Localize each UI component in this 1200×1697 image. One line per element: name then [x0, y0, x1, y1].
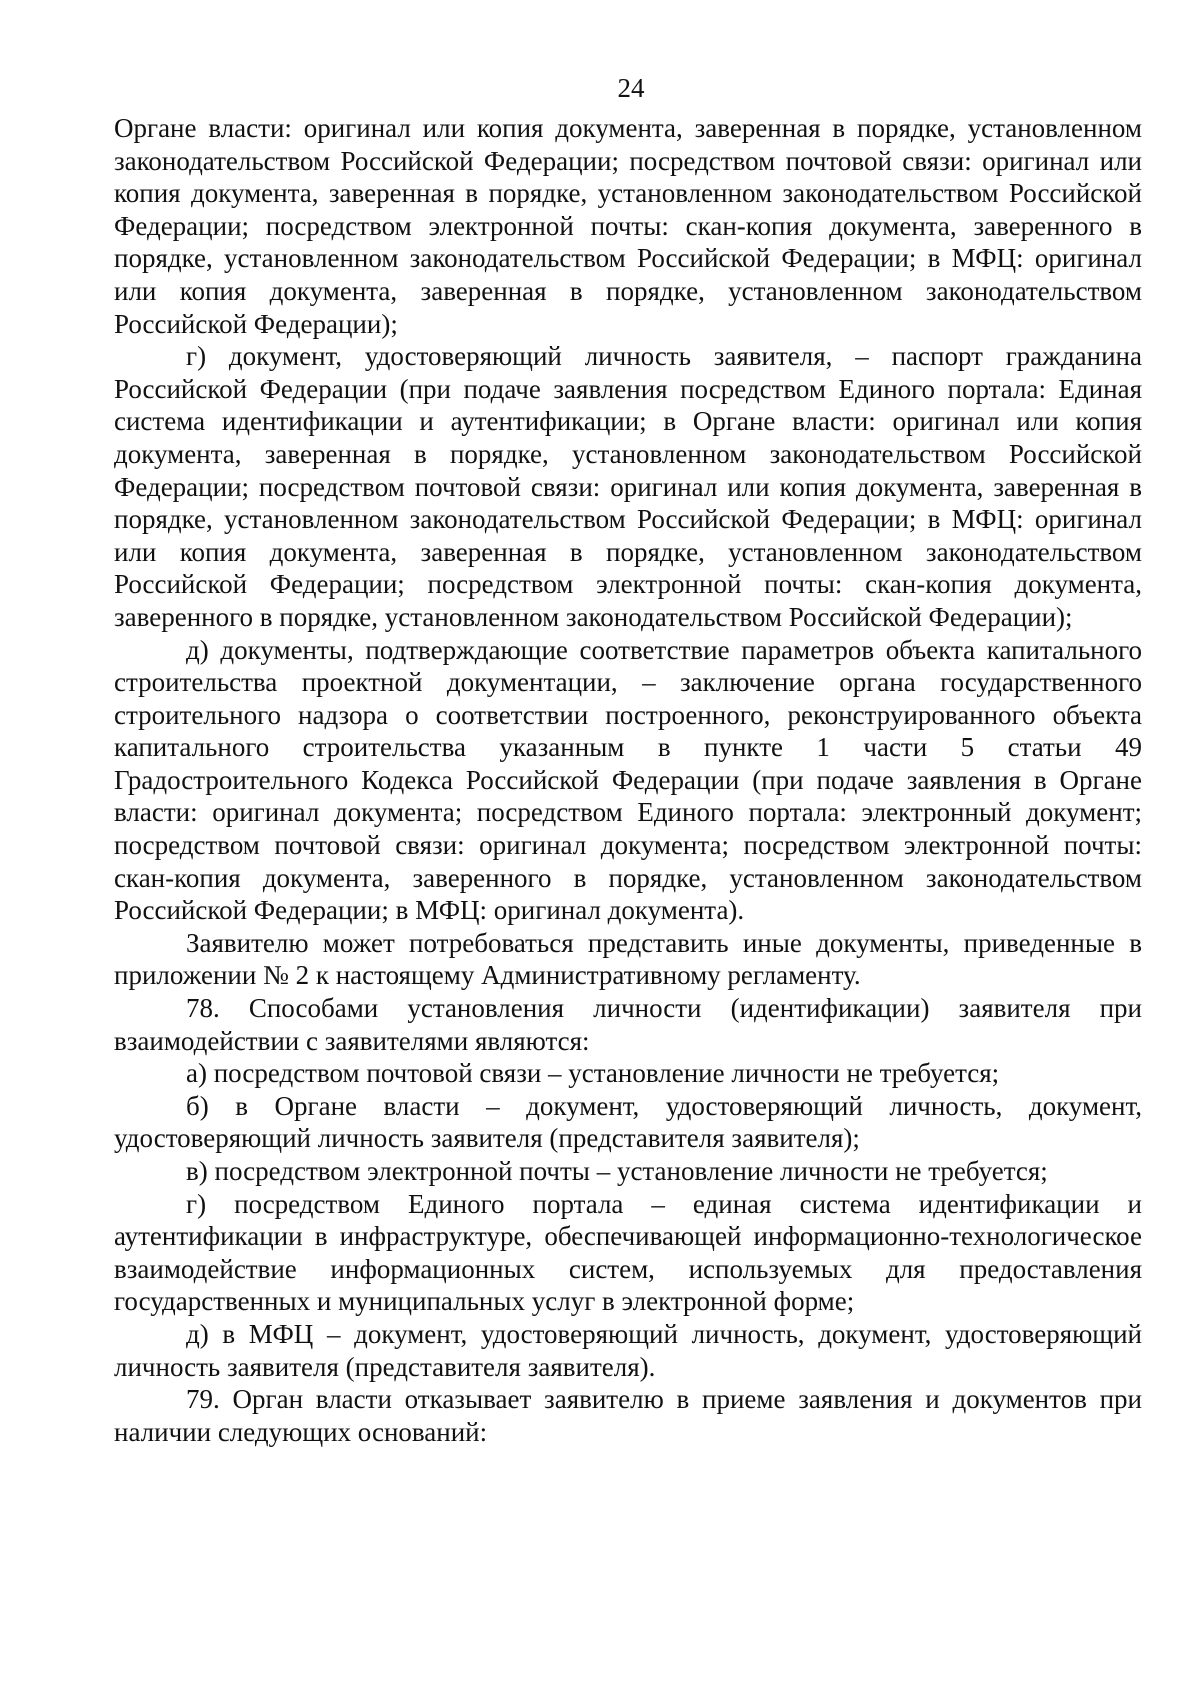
paragraph-item-g-passport: г) документ, удостоверяющий личность заявителя, – паспорт гражданина Российской Федерации (при подаче заявления посредством Единого портала: Единая система идентификации и аутентификации; в Органе власти: оригинал или копия документа, заверенная в порядке, установленном законодательством Российской Федерации; посредством почтовой связи: оригинал или копия документа, заверенная в порядке, установленном законодательством Российской Федерации; в МФЦ: оригинал или копия документа, заверенная в порядке, установленном законодательством Российской Федерации; посредством электронной почты: скан-копия документа, заверенного в порядке, установленном законодательством Российской Федерации);	[114, 341, 1142, 632]
paragraph-78-d: д) в МФЦ – документ, удостоверяющий личность, документ, удостоверяющий личность заявителя (представителя заявителя).	[114, 1318, 1142, 1382]
paragraph-continuation: Органе власти: оригинал или копия документа, заверенная в порядке, установленном законодательством Российской Федерации; посредством почтовой связи: оригинал или копия документа, заверенная в порядке, установленном законодательством Российской Федерации; посредством электронной почты: скан-копия документа, заверенного в порядке, установленном законодательством Российской Федерации; в МФЦ: оригинал или копия документа, заверенная в порядке, установленном законодательством Российской Федерации);	[114, 113, 1142, 339]
paragraph-78-g: г) посредством Единого портала – единая система идентификации и аутентификации в инфраструктуре, обеспечивающей информационно-технологическое взаимодействие информационных систем, используемых для предоставления государственных и муниципальных услуг в электронной форме;	[114, 1188, 1142, 1317]
paragraph-78-v: в) посредством электронной почты – установление личности не требуется;	[186, 1156, 1048, 1186]
document-body	[114, 112, 1142, 1448]
paragraph-79-refusal: 79. Орган власти отказывает заявителю в приеме заявления и документов при наличии следующих оснований:	[114, 1384, 1142, 1447]
paragraph-item-d-conformity: д) документы, подтверждающие соответствие параметров объекта капитального строительства проектной документации, – заключение органа государственного строительного надзора о соответствии построенного, реконструированного объекта капитального строительства указанным в пункте 1 части 5 статьи 49 Градостроительного Кодекса Российской Федерации (при подаче заявления в Органе власти: оригинал документа; посредством Единого портала: электронный документ; посредством почтовой связи: оригинал документа; посредством электронной почты: скан-копия документа, заверенного в порядке, установленном законодательством Российской Федерации; в МФЦ: оригинал документа).	[114, 634, 1142, 926]
paragraph-other-documents: Заявителю может потребоваться представить иные документы, приведенные в приложении № 2 к настоящему Административному регламенту.	[114, 927, 1142, 991]
page-number: 24	[617, 73, 645, 103]
paragraph-78-identification: 78. Способами установления личности (идентификации) заявителя при взаимодействии с заявителями являются:	[114, 993, 1142, 1056]
paragraph-78-b: б) в Органе власти – документ, удостоверяющий личность, документ, удостоверяющий личность заявителя (представителя заявителя);	[114, 1090, 1142, 1154]
paragraph-78-a: а) посредством почтовой связи – установление личности не требуется;	[186, 1058, 1000, 1089]
